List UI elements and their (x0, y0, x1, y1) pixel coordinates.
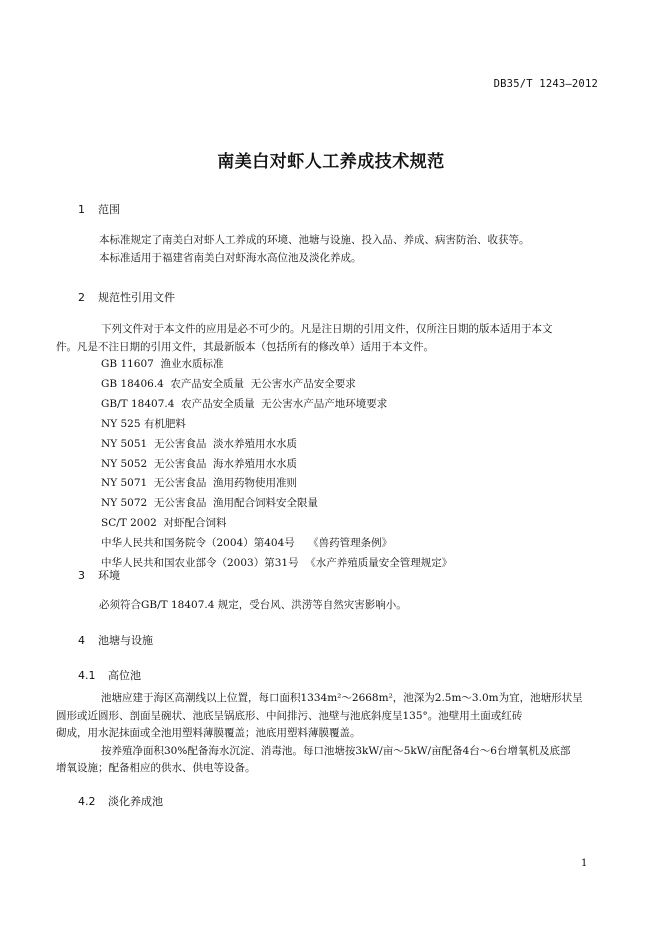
section-title: 淡化养成池 (108, 795, 163, 808)
section-heading-2 (78, 289, 175, 305)
paragraph-line: 圆形或近圆形、剖面呈碗状、池底呈锅底形、中间排污、池壁与池底斜度呈135°。池壁用土面或红砖 (56, 709, 523, 722)
section-title: 池塘与设施 (98, 634, 153, 647)
subsection-heading-4-1 (78, 667, 141, 683)
section-title: 范围 (98, 203, 120, 216)
subsection-heading-4-2 (78, 793, 163, 809)
section-2-intro (56, 321, 616, 356)
paragraph-line: 砌成，用水泥抹面或全池用塑料薄膜覆盖；池底用塑料薄膜覆盖。 (56, 727, 361, 739)
section-heading-4 (78, 632, 153, 648)
reference-item: 中华人民共和国农业部令（2003）第31号 《水产养殖质量安全管理规定》 (101, 557, 453, 570)
reference-item: GB 11607 渔业水质标准 (101, 358, 224, 370)
reference-item: NY 5071 无公害食品 渔用药物使用准则 (101, 477, 298, 490)
paragraph-line: 按养殖净面积30%配备海水沉淀、消毒池。每口池塘按3kW/亩～5kW/亩配备4台～6台增氧机及底部 (101, 744, 571, 757)
reference-item: NY 5052 无公害食品 海水养殖用水水质 (101, 457, 298, 470)
reference-item: GB/T 18407.4 农产品安全质量 无公害水产品产地环境要求 (101, 397, 388, 410)
section-1-body (78, 232, 598, 267)
standard-code: DB35/T 1243—2012 (493, 78, 598, 90)
paragraph-line: 下列文件对于本文件的应用是必不可少的。凡是注日期的引用文件，仅所注日期的版本适用于本文 (101, 323, 553, 335)
paragraph: 本标准适用于福建省南美白对虾海水高位池及淡化养成。 (99, 251, 362, 264)
reference-list (101, 355, 452, 574)
section-title: 规范性引用文件 (98, 291, 175, 304)
section-number: 4.1 (78, 669, 96, 682)
reference-item: SC/T 2002 对虾配合饲料 (101, 517, 227, 530)
reference-item: NY 5072 无公害食品 渔用配合饲料安全限量 (101, 497, 319, 510)
subsection-4-1-body (56, 690, 616, 778)
section-number: 1 (78, 203, 85, 216)
paragraph-line: 增氧设施；配备相应的供水、供电等设备。 (56, 762, 256, 774)
paragraph-line: 件。凡是不注日期的引用文件，其最新版本（包括所有的修改单）适用于本文件。 (56, 340, 434, 353)
reference-item: NY 5051 无公害食品 淡水养殖用水水质 (101, 437, 298, 450)
section-3-body (78, 597, 598, 615)
section-number: 4.2 (78, 795, 96, 808)
paragraph: 本标准规定了南美白对虾人工养成的环境、池塘与设施、投入品、养成、病害防治、收获等。 (99, 234, 530, 246)
paragraph: 必须符合GB/T 18407.4 规定，受台风、洪涝等自然灾害影响小。 (99, 599, 407, 611)
reference-item: GB 18406.4 农产品安全质量 无公害水产品安全要求 (101, 377, 356, 390)
section-number: 3 (78, 569, 85, 582)
page-number: 1 (581, 858, 588, 869)
section-heading-1 (78, 201, 120, 217)
document-title: 南美白对虾人工养成技术规范 (217, 152, 445, 172)
section-number: 4 (78, 634, 85, 647)
section-heading-3 (78, 567, 120, 583)
paragraph-line: 池塘应建于海区高潮线以上位置，每口面积1334m²～2668m²，池深为2.5m～3.0m为宜，池塘形状呈 (101, 692, 583, 704)
reference-item: 中华人民共和国务院令（2004）第404号 《兽药管理条例》 (101, 537, 393, 550)
section-number: 2 (78, 291, 85, 304)
section-title: 环境 (98, 569, 120, 582)
section-title: 高位池 (108, 669, 141, 682)
reference-item: NY 525 有机肥料 (101, 417, 186, 430)
